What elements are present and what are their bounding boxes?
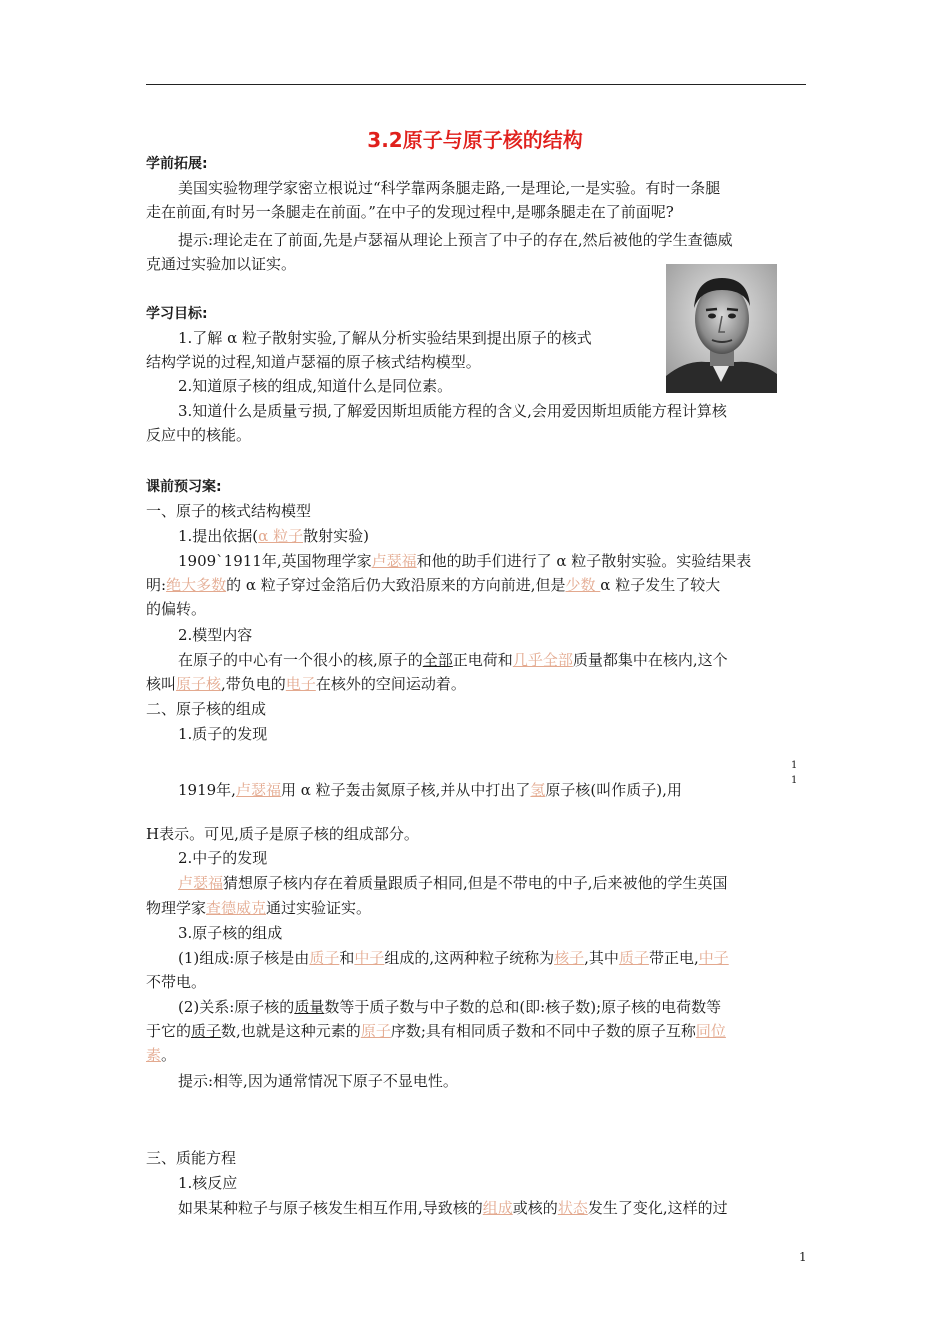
answer-blank: 几乎全部 <box>512 651 573 669</box>
answer-blank: 查德威克 <box>206 899 267 917</box>
page-number: 1 <box>799 1250 807 1264</box>
answer-blank: 原子 <box>360 1022 391 1040</box>
paragraph: 1909`1911年,英国物理学家卢瑟福和他的助手们进行了 α 粒子散射实验。实验结果表 <box>178 552 752 570</box>
answer-blank: 原子核 <box>176 675 222 693</box>
objectives-heading: 学习目标: <box>146 306 208 322</box>
objective-item: 2.知道原子核的组成,知道什么是同位素。 <box>178 377 453 395</box>
subsection-heading: 2.模型内容 <box>178 626 253 644</box>
answer-blank: 中子 <box>354 949 385 967</box>
answer-blank: 少数 <box>565 576 601 594</box>
subsection-heading: 3.原子核的组成 <box>178 924 283 942</box>
answer-blank: 电子 <box>285 675 316 693</box>
paragraph: 卢瑟福猜想原子核内存在着质量跟质子相同,但是不带电的中子,后来被他的学生英国 <box>178 874 728 892</box>
paragraph: 走在前面,有时另一条腿走在前面。”在中子的发现过程中,是哪条腿走在了前面呢? <box>146 203 674 221</box>
preview-heading: 课前预习案: <box>146 479 222 495</box>
portrait-photo <box>666 264 777 393</box>
answer-blank: 卢瑟福 <box>235 781 281 799</box>
subsection-heading: 1.质子的发现 <box>178 725 268 743</box>
answer-blank: 核子 <box>554 949 585 967</box>
paragraph: (1)组成:原子核是由质子和中子组成的,这两种粒子统称为核子,其中质子带正电,中子 <box>178 949 729 967</box>
answer-blank: 同位 <box>695 1022 726 1040</box>
paragraph: 核叫原子核,带负电的电子在核外的空间运动着。 <box>146 675 466 693</box>
answer-blank: 卢瑟福 <box>371 552 417 570</box>
paragraph: 提示:理论走在了前面,先是卢瑟福从理论上预言了中子的存在,然后被他的学生查德威 <box>178 231 733 249</box>
subsection-heading: 1.核反应 <box>178 1174 238 1192</box>
answer-blank: 组成 <box>482 1199 513 1217</box>
answer-blank: 绝大多数 <box>166 576 227 594</box>
paragraph: 在原子的中心有一个很小的核,原子的全部正电荷和几乎全部质量都集中在核内,这个 <box>178 651 728 669</box>
section-heading: 一、原子的核式结构模型 <box>146 502 312 520</box>
section-heading: 三、质能方程 <box>146 1149 237 1167</box>
page-title: 3.2原子与原子核的结构 <box>367 128 583 152</box>
answer-blank: 卢瑟福 <box>178 874 224 892</box>
paragraph: (2)关系:原子核的质量数等于质子数与中子数的总和(即:核子数);原子核的电荷数等 <box>178 998 722 1016</box>
answer-blank: α 粒子 <box>258 527 304 545</box>
paragraph: 物理学家查德威克通过实验证实。 <box>146 899 372 917</box>
objective-item: 结构学说的过程,知道卢瑟福的原子核式结构模型。 <box>146 353 481 371</box>
paragraph: 1919年,卢瑟福用 α 粒子轰击氮原子核,并从中打出了氢原子核(叫作质子),用 <box>178 781 682 799</box>
hint-text: 提示:相等,因为通常情况下原子不显电性。 <box>178 1072 458 1090</box>
paragraph: 不带电。 <box>146 973 207 991</box>
answer-blank: 中子 <box>698 949 729 967</box>
answer-blank: 状态 <box>557 1199 588 1217</box>
objective-item: 1.了解 α 粒子散射实验,了解从分析实验结果到提出原子的核式 <box>178 329 592 347</box>
paragraph: 于它的质子数,也就是这种元素的原子序数;具有相同质子数和不同中子数的原子互称同位 <box>146 1022 726 1040</box>
paragraph: 明:绝大多数的 α 粒子穿过金箔后仍大致沿原来的方向前进,但是少数 α 粒子发生了较大 <box>146 576 721 594</box>
header-rule <box>146 84 806 85</box>
portrait-image <box>666 264 777 393</box>
section-heading: 二、原子核的组成 <box>146 700 267 718</box>
answer-blank: 素 <box>146 1046 162 1064</box>
paragraph: 素。 <box>146 1046 177 1064</box>
atomic-number: 1 <box>791 775 798 786</box>
answer-blank: 氢 <box>530 781 546 799</box>
subsection-heading: 1.提出依据(α 粒子散射实验) <box>178 527 369 545</box>
objective-item: 3.知道什么是质量亏损,了解爱因斯坦质能方程的含义,会用爱因斯坦质能方程计算核 <box>178 402 727 420</box>
answer-blank: 质子 <box>618 949 649 967</box>
paragraph: H表示。可见,质子是原子核的组成部分。 <box>146 825 419 843</box>
pre-study-heading: 学前拓展: <box>146 156 208 172</box>
mass-number: 1 <box>791 760 798 771</box>
answer-blank: 质子 <box>309 949 340 967</box>
subsection-heading: 2.中子的发现 <box>178 849 268 867</box>
objective-item: 反应中的核能。 <box>146 426 252 444</box>
paragraph: 美国实验物理学家密立根说过“科学靠两条腿走路,一是理论,一是实验。有时一条腿 <box>178 179 721 197</box>
paragraph: 如果某种粒子与原子核发生相互作用,导致核的组成或核的状态发生了变化,这样的过 <box>178 1199 728 1217</box>
paragraph: 克通过实验加以证实。 <box>146 255 297 273</box>
paragraph: 的偏转。 <box>146 600 207 618</box>
